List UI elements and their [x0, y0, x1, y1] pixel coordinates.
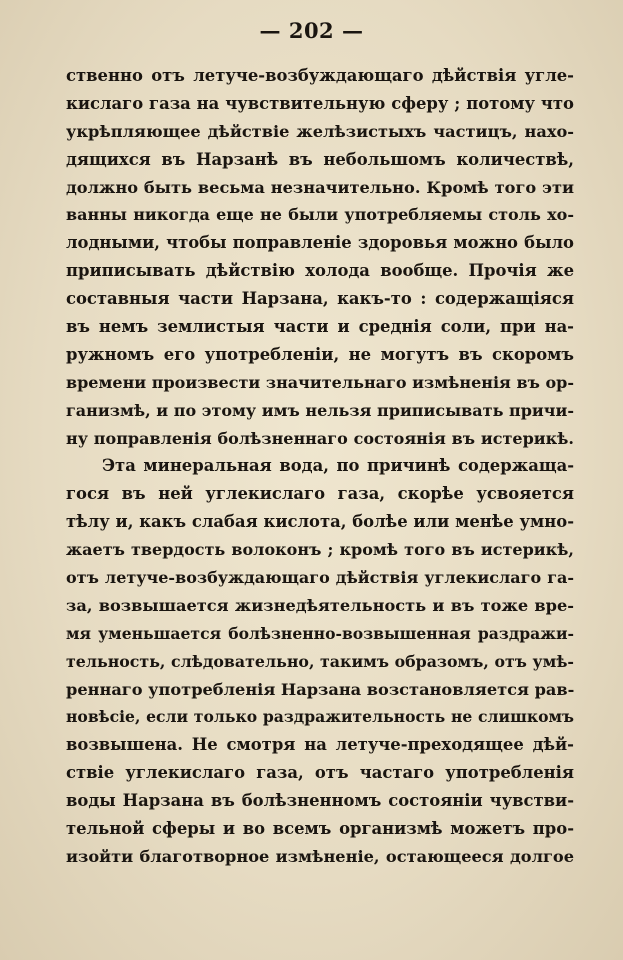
- text-line: должно быть весьма незначительно. Кромѣ того эти: [66, 177, 574, 197]
- text-line: изойти благотворное измѣненіе, остающееся долгое: [66, 846, 574, 866]
- text-line: за, возвышается жизнедѣятельность и въ тоже вре-: [66, 595, 574, 615]
- text-line: составныя части Нарзана, какъ-то : содержащіяся: [66, 289, 574, 309]
- text-line: возвышена. Не смотря на летуче-преходящее дѣй-: [66, 735, 574, 755]
- text-line: воды Нарзана въ болѣзненномъ состояніи чувстви-: [66, 791, 574, 811]
- text-line: жаетъ твердость волоконъ ; кромѣ того въ истерикѣ,: [66, 540, 574, 560]
- text-line: ствіе углекислаго газа, отъ частаго употребленія: [66, 763, 574, 783]
- text-line: ружномъ его употребленіи, не могутъ въ скоромъ: [66, 344, 574, 364]
- text-line: укрѣпляющее дѣйствіе желѣзистыхъ частицъ, нахо-: [66, 121, 574, 141]
- text-line: ванны никогда еще не были употребляемы столь хо-: [66, 205, 574, 225]
- text-line: ну поправленія болѣзненнаго состоянія въ истерикѣ.: [66, 428, 574, 448]
- text-line: въ немъ землистыя части и среднія соли, при на-: [66, 317, 574, 337]
- text-line: тельной сферы и во всемъ организмѣ можетъ про-: [66, 819, 574, 839]
- text-line: ганизмѣ, и по этому имъ нельзя приписывать причи-: [66, 400, 574, 420]
- text-line: мя уменьшается болѣзненно-возвышенная раздражи-: [66, 623, 574, 643]
- text-line: тѣлу и, какъ слабая кислота, болѣе или менѣе умно-: [66, 512, 574, 532]
- text-line: отъ летуче-возбуждающаго дѣйствія углекислаго га-: [66, 568, 574, 588]
- text-line: тельность, слѣдовательно, такимъ образомъ, отъ умѣ-: [66, 651, 574, 671]
- page-number: — 202 —: [259, 18, 364, 43]
- text-line: реннаго употребленія Нарзана возстановляется рав-: [66, 679, 574, 699]
- text-line: дящихся въ Нарзанѣ въ небольшомъ количествѣ,: [66, 149, 574, 169]
- text-line: приписывать дѣйствію холода вообще. Прочія же: [66, 261, 574, 281]
- text-line: кислаго газа на чувствительную сферу ; потому что: [66, 93, 574, 113]
- text-line: новѣсіе, если только раздражительность не слишкомъ: [66, 707, 574, 727]
- text-line: Эта минеральная вода, по причинѣ содержаща-: [102, 456, 574, 476]
- text-line: времени произвести значительнаго измѣненія въ ор-: [66, 372, 574, 392]
- body-text: [66, 62, 574, 871]
- text-line: лодными, чтобы поправленіе здоровья можно было: [66, 233, 574, 253]
- text-line: гося въ ней углекислаго газа, скорѣе усвояется: [66, 484, 574, 504]
- text-line: ственно отъ летуче-возбуждающаго дѣйствія угле-: [66, 66, 574, 85]
